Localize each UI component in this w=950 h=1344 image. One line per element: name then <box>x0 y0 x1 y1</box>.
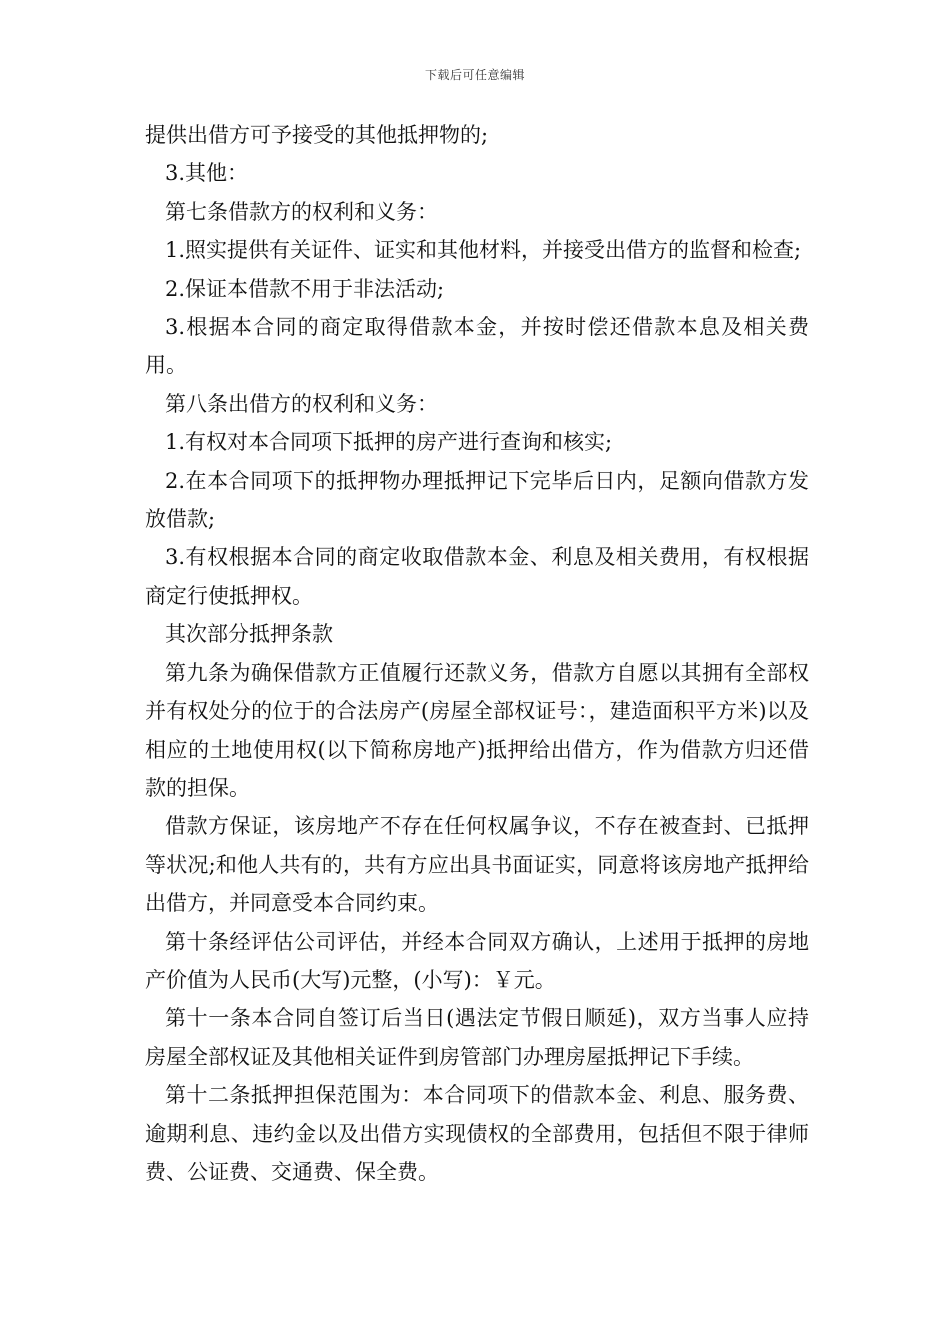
paragraph: 第十一条本合同自签订后当日(遇法定节假日顺延)，双方当事人应持房屋全部权证及其他相关证件到房管部门办理房屋抵押记下手续。 <box>145 1006 809 1069</box>
page-header: 下载后可任意编辑 <box>424 68 525 82</box>
paragraph: 提供出借方可予接受的其他抵押物的; <box>145 123 489 147</box>
paragraph: 3.有权根据本合同的商定收取借款本金、利息及相关费用，有权根据商定行使抵押权。 <box>145 545 809 608</box>
paragraph: 第十二条抵押担保范围为：本合同项下的借款本金、利息、服务费、逾期利息、违约金以及出借方实现债权的全部费用，包括但不限于律师费、公证费、交通费、保全费。 <box>145 1083 809 1184</box>
paragraph: 3.其他： <box>165 161 249 186</box>
paragraph: 2.保证本借款不用于非法活动; <box>165 276 445 301</box>
paragraph: 第十条经评估公司评估，并经本合同双方确认，上述用于抵押的房地产价值为人民币(大写)元整，(小写)：￥元。 <box>145 929 809 992</box>
section-heading: 其次部分抵押条款 <box>165 622 333 647</box>
document-body <box>145 116 809 1191</box>
section-heading: 第八条出借方的权利和义务： <box>165 391 438 416</box>
paragraph: 1.有权对本合同项下抵押的房产进行查询和核实; <box>165 430 613 455</box>
paragraph: 3.根据本合同的商定取得借款本金，并按时偿还借款本息及相关费用。 <box>145 315 809 378</box>
paragraph: 借款方保证，该房地产不存在任何权属争议，不存在被查封、已抵押等状况;和他人共有的，共有方应出具书面证实，同意将该房地产抵押给出借方，并同意受本合同约束。 <box>145 814 809 916</box>
paragraph: 2.在本合同项下的抵押物办理抵押记下完毕后日内，足额向借款方发放借款; <box>145 468 809 532</box>
paragraph: 1.照实提供有关证件、证实和其他材料，并接受出借方的监督和检查; <box>165 238 802 263</box>
paragraph: 第九条为确保借款方正值履行还款义务，借款方自愿以其拥有全部权并有权处分的位于的合法房产(房屋全部权证号：，建造面积平方米)以及相应的土地使用权(以下简称房地产)抵押给出借方，作为借款方归还借款的担保。 <box>145 660 809 800</box>
section-heading: 第七条借款方的权利和义务： <box>165 199 438 224</box>
